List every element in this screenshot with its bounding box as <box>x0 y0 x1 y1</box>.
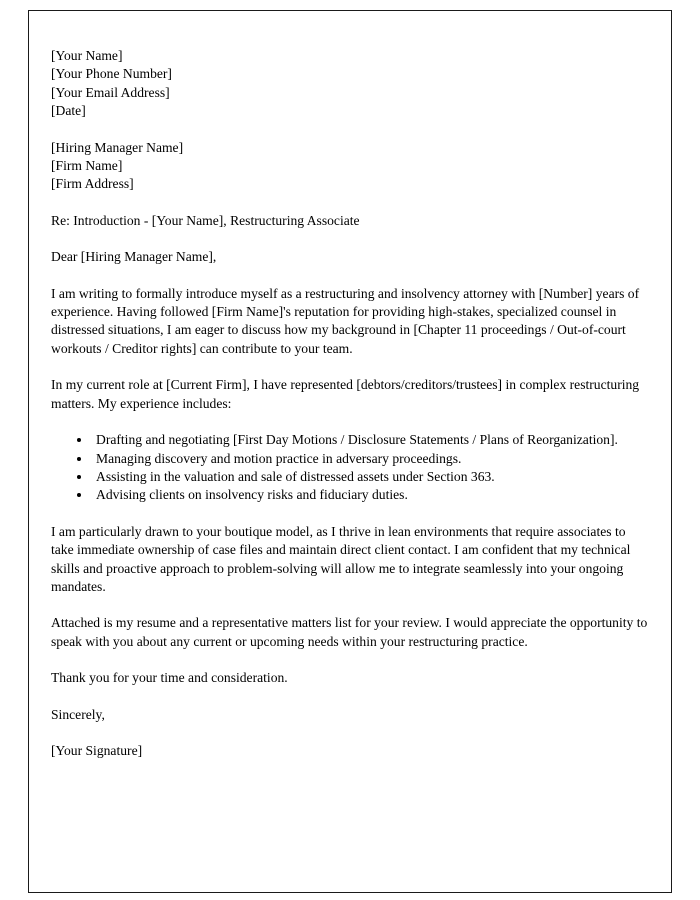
salutation: Dear [Hiring Manager Name], <box>51 249 217 265</box>
sender-block <box>51 47 649 121</box>
signature-placeholder: [Your Signature] <box>51 742 143 758</box>
letter-content <box>29 11 671 760</box>
recipient-firm-address: [Firm Address] <box>51 176 134 192</box>
bullet-item-discovery: • Managing discovery and motion practice in adversary proceedings. <box>92 450 649 468</box>
attachment-paragraph: Attached is my resume and a representative matters list for your review. I would appreciate the opportunity to speak with you about any current or upcoming needs within your restructuring practice. <box>51 615 648 649</box>
sender-name: [Your Name] <box>51 48 123 63</box>
bullet-item-drafting: • Drafting and negotiating [First Day Motions / Disclosure Statements / Plans of Reorganization]. <box>92 431 649 449</box>
thanks-line: Thank you for your time and consideration. <box>51 670 288 686</box>
valediction: Sincerely, <box>51 706 105 722</box>
recipient-hiring-manager: [Hiring Manager Name] <box>51 139 184 155</box>
bullet-item-valuation: • Assisting in the valuation and sale of distressed assets under Section 363. <box>92 468 649 486</box>
sender-email: [Your Email Address] <box>51 84 170 100</box>
intro-paragraph: I am writing to formally introduce myself as a restructuring and insolvency attorney with [Number] years of experience. Having followed [Firm Name]'s reputation for providing high-stakes, specialized counsel in distressed situations, I am eager to discuss how my background in [Chapter 11 proceedings / Out-of-court workouts / Creditor rights] can contribute to your team. <box>51 285 640 356</box>
subject-line: Re: Introduction - [Your Name], Restructuring Associate <box>51 212 360 228</box>
experience-paragraph: In my current role at [Current Firm], I have represented [debtors/creditors/trustees] in complex restructuring matters. My experience includes: <box>51 377 640 411</box>
recipient-block <box>51 139 649 194</box>
sender-phone: [Your Phone Number] <box>51 66 172 82</box>
fit-paragraph: I am particularly drawn to your boutique model, as I thrive in lean environments that require associates to take immediate ownership of case files and maintain direct client contact. I am confident that my technical skills and proactive approach to problem-solving will allow me to integrate seamlessly into your ongoing mandates. <box>51 523 631 594</box>
experience-bullet-list <box>51 431 649 505</box>
bullet-item-advising: • Advising clients on insolvency risks and fiduciary duties. <box>92 486 649 504</box>
letter-page <box>28 10 672 893</box>
letter-date: [Date] <box>51 103 86 119</box>
recipient-firm-name: [Firm Name] <box>51 158 123 174</box>
